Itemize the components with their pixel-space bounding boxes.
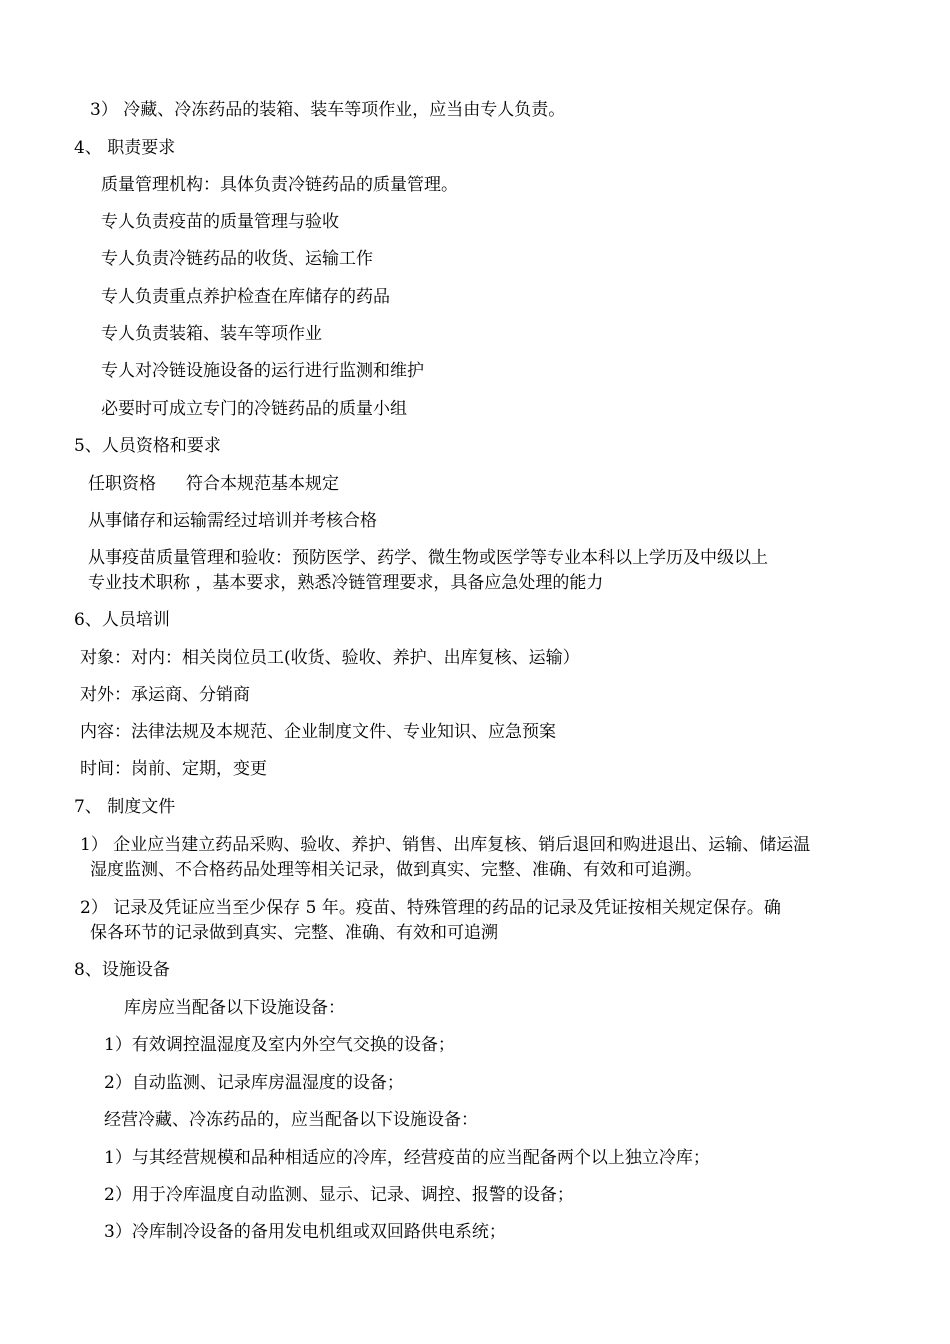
paragraph: 专人负责冷链药品的收货、运输工作 bbox=[101, 249, 373, 269]
paragraph: 时间：岗前、定期，变更 bbox=[80, 759, 267, 779]
list-item: 1） 企业应当建立药品采购、验收、养护、销售、出库复核、销后退回和购进退出、运输、储运温 bbox=[80, 835, 811, 855]
list-item: 2）用于冷库温度自动监测、显示、记录、调控、报警的设备； bbox=[104, 1185, 574, 1205]
qualification-value: 符合本规范基本规定 bbox=[186, 474, 339, 494]
section-heading: 5、人员资格和要求 bbox=[74, 436, 221, 456]
list-item: 保各环节的记录做到真实、完整、准确、有效和可追溯 bbox=[90, 923, 498, 943]
paragraph: 内容：法律法规及本规范、企业制度文件、专业知识、应急预案 bbox=[80, 722, 556, 742]
paragraph: 专人负责疫苗的质量管理与验收 bbox=[101, 212, 339, 232]
list-item: 1）与其经营规模和品种相适应的冷库，经营疫苗的应当配备两个以上独立冷库； bbox=[104, 1148, 710, 1168]
section-heading: 6、人员培训 bbox=[74, 610, 170, 630]
list-item: 3） 冷藏、冷冻药品的装箱、装车等项作业，应当由专人负责。 bbox=[90, 100, 566, 120]
paragraph: 对象：对内：相关岗位员工(收货、验收、养护、出库复核、运输） bbox=[80, 648, 580, 668]
paragraph: 专人对冷链设施设备的运行进行监测和维护 bbox=[101, 361, 424, 381]
list-item: 3）冷库制冷设备的备用发电机组或双回路供电系统； bbox=[104, 1222, 506, 1242]
paragraph: 必要时可成立专门的冷链药品的质量小组 bbox=[101, 399, 407, 419]
paragraph: 库房应当配备以下设施设备： bbox=[124, 998, 345, 1018]
paragraph: 从事疫苗质量管理和验收：预防医学、药学、微生物或医学等专业本科以上学历及中级以上 bbox=[88, 548, 768, 568]
paragraph: 专人负责重点养护检查在库储存的药品 bbox=[101, 287, 390, 307]
section-heading: 4、 职责要求 bbox=[74, 138, 176, 158]
paragraph: 专业技术职称 ，基本要求，熟悉冷链管理要求，具备应急处理的能力 bbox=[88, 573, 604, 593]
paragraph: 专人负责装箱、装车等项作业 bbox=[101, 324, 322, 344]
list-item: 湿度监测、不合格药品处理等相关记录，做到真实、完整、准确、有效和可追溯。 bbox=[90, 860, 702, 880]
section-heading: 8、设施设备 bbox=[74, 960, 170, 980]
qualification-label: 任职资格 bbox=[88, 474, 156, 494]
paragraph: 从事储存和运输需经过培训并考核合格 bbox=[88, 511, 377, 531]
list-item: 2）自动监测、记录库房温湿度的设备； bbox=[104, 1073, 404, 1093]
list-item: 1）有效调控温湿度及室内外空气交换的设备； bbox=[104, 1035, 455, 1055]
paragraph: 对外：承运商、分销商 bbox=[80, 685, 250, 705]
paragraph: 质量管理机构：具体负责冷链药品的质量管理。 bbox=[101, 175, 458, 195]
paragraph bbox=[88, 472, 339, 496]
paragraph: 经营冷藏、冷冻药品的，应当配备以下设施设备： bbox=[104, 1110, 478, 1130]
section-heading: 7、 制度文件 bbox=[74, 797, 176, 817]
list-item: 2） 记录及凭证应当至少保存 5 年。疫苗、特殊管理的药品的记录及凭证按相关规定保存。确 bbox=[80, 898, 781, 918]
